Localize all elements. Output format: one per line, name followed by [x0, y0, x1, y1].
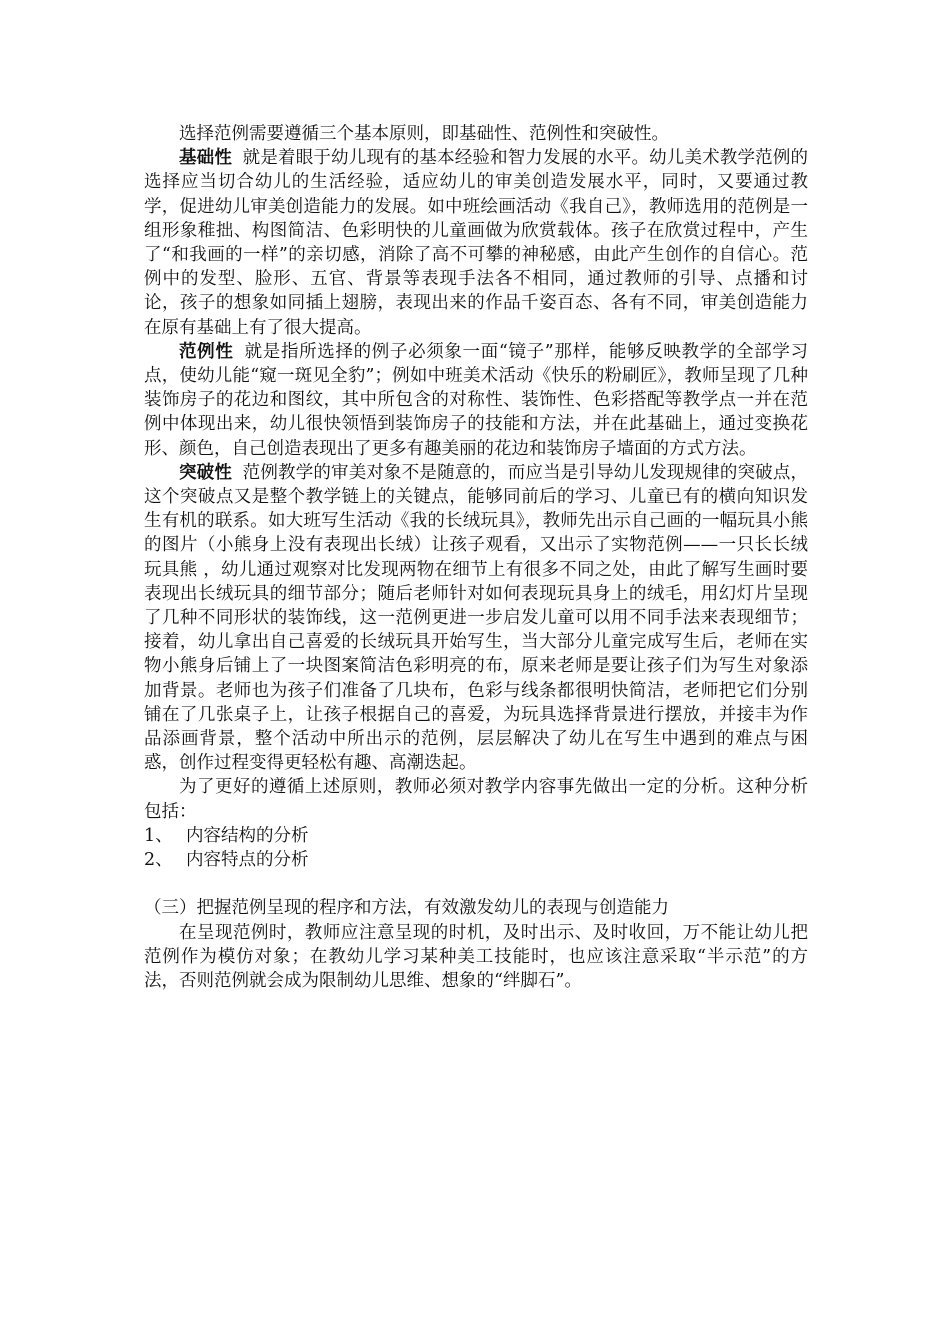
section-heading: （三）把握范例呈现的程序和方法，有效激发幼儿的表现与创造能力 — [144, 898, 669, 919]
list-item — [144, 848, 808, 872]
principle-breakthrough-text: 范例教学的审美对象不是随意的，而应当是引导幼儿发现规律的突破点，这个突破点又是整个教学链上的关键点，能够同前后的学习、儿童已有的横向知识发生有机的联系。如大班写生活动《我的长绒玩具》，教师先出示自己画的一幅玩具小熊的图片（小熊身上没有表现出长绒）让孩子观看，又出示了实物范例——一只长长绒玩具熊 ，幼儿通过观察对比发现两物在细节上有很多不同之处，由此了解写生画时要表现出长绒玩具的细节部分；随后老师针对如何表现玩具身上的绒毛，用幻灯片呈现了几种不同形状的装饰线，这一范例更进一步启发儿童可以用不同手法来表现细节；接着，幼儿拿出自己喜爱的长绒玩具开始写生，当大部分儿童完成写生后，老师在实物小熊身后铺上了一块图案简洁色彩明亮的布，原来老师是要让孩子们为写生对象添加背景。老师也为孩子们准备了几块布，色彩与线条都很明快简洁，老师把它们分别铺在了几张桌子上，让孩子根据自己的喜爱，为玩具选择背景进行摆放，并接丰为作品添画背景，整个活动中所出示的范例，层层解决了幼儿在写生中遇到的难点与困惑，创作过程变得更轻松有趣、高潮迭起。 — [144, 462, 808, 774]
list-text: 内容特点的分析 — [186, 850, 309, 871]
list-text: 内容结构的分析 — [186, 825, 309, 846]
principle-breakthrough-paragraph — [144, 461, 808, 776]
principle-breakthrough-term: 突破性 — [179, 462, 233, 483]
principle-example-term: 范例性 — [179, 341, 234, 362]
principle-example-text: 就是指所选择的例子必须象一面“镜子”那样，能够反映教学的全部学习点，使幼儿能“窥一斑见全豹”；例如中班美术活动《快乐的粉刷匠》，教师呈现了几种装饰房子的花边和图纹，其中所包含的对称性、装饰性、色彩搭配等教学点一并在范例中体现出来，幼儿很快领悟到装饰房子的技能和方法，并在此基础上，通过变换花形、颜色，自己创造表现出了更多有趣美丽的花边和装饰房子墙面的方式方法。 — [144, 341, 808, 459]
list-number: 2、 — [144, 850, 173, 871]
principle-basic-paragraph — [144, 146, 808, 340]
principle-example-paragraph — [144, 340, 808, 461]
list-number: 1、 — [144, 825, 173, 846]
analysis-intro-paragraph: 为了更好的遵循上述原则，教师必须对教学内容事先做出一定的分析。这种分析包括： — [144, 777, 808, 822]
intro-paragraph: 选择范例需要遵循三个基本原则，即基础性、范例性和突破性。 — [179, 124, 669, 144]
section-body-paragraph: 在呈现范例时，教师应注意呈现的时机，及时出示、及时收回，万不能让幼儿把范例作为模仿对象；在教幼儿学习某种美工技能时，也应该注意采取“半示范”的方法，否则范例就会成为限制幼儿思维、想象的“绊脚石”。 — [144, 922, 808, 992]
principle-basic-text: 就是着眼于幼儿现有的基本经验和智力发展的水平。幼儿美术教学范例的选择应当切合幼儿的生活经验，适应幼儿的审美创造发展水平，同时，又要通过教学，促进幼儿审美创造能力的发展。如中班绘画活动《我自己》，教师选用的范例是一组形象稚拙、构图简洁、色彩明快的儿童画做为欣赏载体。孩子在欣赏过程中，产生了“和我画的一样”的亲切感，消除了高不可攀的神秘感，由此产生创作的自信心。范例中的发型、脸形、五官、背景等表现手法各不相同，通过教师的引导、点播和讨论，孩子的想象如同插上翅膀，表现出来的作品千姿百态、各有不同，审美创造能力在原有基础上有了很大提高。 — [144, 148, 808, 338]
principle-basic-term: 基础性 — [179, 148, 233, 169]
document-page — [144, 122, 808, 993]
list-item — [144, 824, 808, 848]
blank-line — [144, 872, 808, 896]
